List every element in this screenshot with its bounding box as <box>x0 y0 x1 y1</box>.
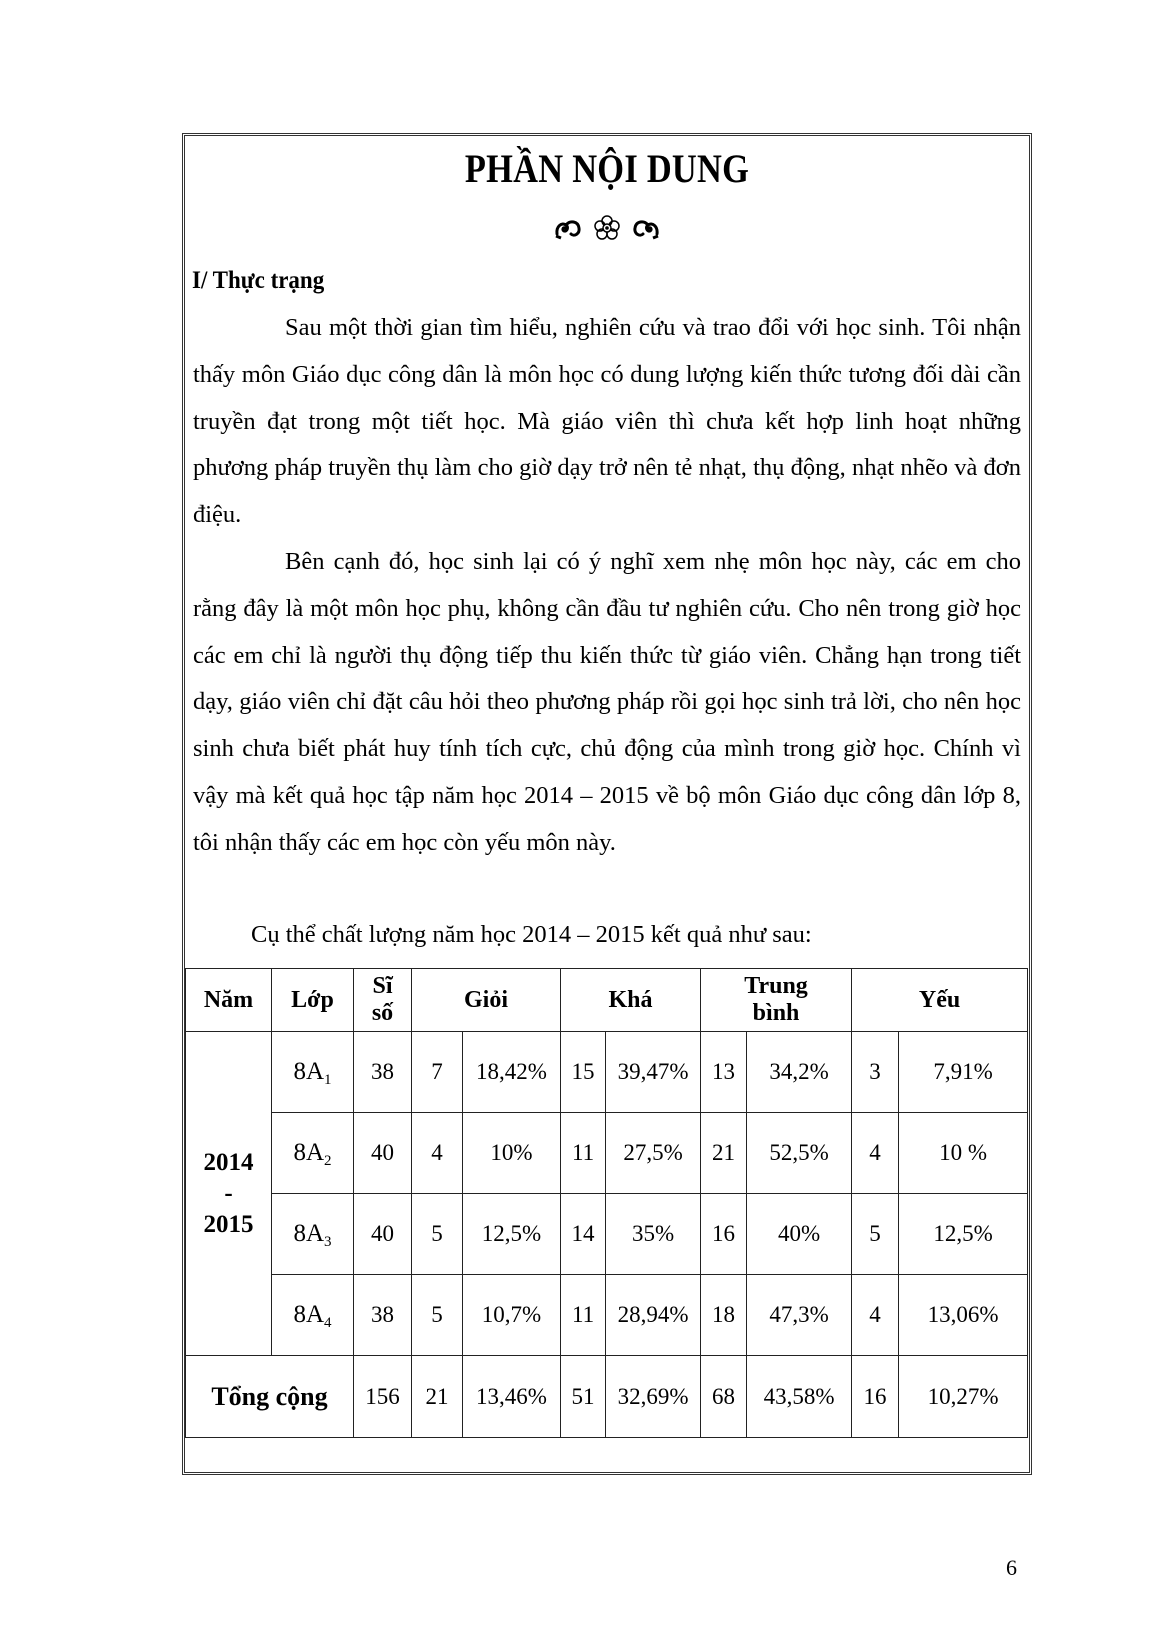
results-table <box>185 968 1028 1438</box>
class-name: 8A <box>293 1301 325 1328</box>
scroll-right-icon <box>632 216 660 247</box>
kha-count: 15 <box>561 1032 606 1113</box>
header-class: Lớp <box>272 969 354 1032</box>
yeu-percent: 12,5% <box>899 1194 1028 1275</box>
tb-count: 21 <box>701 1113 747 1194</box>
total-tb-percent: 43,58% <box>747 1356 852 1438</box>
kha-percent: 28,94% <box>606 1275 701 1356</box>
kha-percent: 39,47% <box>606 1032 701 1113</box>
total-size: 156 <box>354 1356 412 1438</box>
total-gioi-percent: 13,46% <box>463 1356 561 1438</box>
gioi-percent: 18,42% <box>463 1032 561 1113</box>
table-row <box>186 1275 1028 1356</box>
header-yeu: Yếu <box>852 969 1028 1032</box>
yeu-count: 4 <box>852 1275 899 1356</box>
page-number: 6 <box>1006 1555 1017 1580</box>
header-size-label: Sĩ số <box>371 973 394 1026</box>
yeu-count: 5 <box>852 1194 899 1275</box>
gioi-percent: 10,7% <box>463 1275 561 1356</box>
year-start: 2014 <box>203 1149 254 1176</box>
gioi-count: 5 <box>412 1194 463 1275</box>
tb-count: 18 <box>701 1275 747 1356</box>
gioi-percent: 12,5% <box>463 1194 561 1275</box>
year-dash: - <box>224 1180 233 1207</box>
header-tb-label: Trung bình <box>744 973 808 1026</box>
tb-count: 13 <box>701 1032 747 1113</box>
total-gioi-count: 21 <box>412 1356 463 1438</box>
tb-count: 16 <box>701 1194 747 1275</box>
section-heading: I/ Thực trạng <box>192 267 325 294</box>
size-cell: 40 <box>354 1113 412 1194</box>
table-row <box>186 1113 1028 1194</box>
size-cell: 38 <box>354 1275 412 1356</box>
class-subscript: 2 <box>324 1153 332 1169</box>
total-kha-percent: 32,69% <box>606 1356 701 1438</box>
gioi-count: 7 <box>412 1032 463 1113</box>
flower-icon <box>594 214 620 249</box>
scroll-left-icon <box>554 216 582 247</box>
ornament-divider <box>182 212 1032 250</box>
header-size <box>354 969 412 1032</box>
header-gioi: Giỏi <box>412 969 561 1032</box>
kha-percent: 35% <box>606 1194 701 1275</box>
header-tb <box>701 969 852 1032</box>
page-title: PHẦN NỘI DUNG <box>464 146 750 191</box>
total-tb-count: 68 <box>701 1356 747 1438</box>
gioi-count: 4 <box>412 1113 463 1194</box>
year-end: 2015 <box>203 1211 254 1238</box>
yeu-count: 3 <box>852 1032 899 1113</box>
header-kha: Khá <box>561 969 701 1032</box>
total-yeu-percent: 10,27% <box>899 1356 1028 1438</box>
gioi-count: 5 <box>412 1275 463 1356</box>
table-header-row <box>186 969 1028 1032</box>
table-row <box>186 1194 1028 1275</box>
yeu-percent: 10 % <box>899 1113 1028 1194</box>
kha-percent: 27,5% <box>606 1113 701 1194</box>
total-row <box>186 1356 1028 1438</box>
gioi-percent: 10% <box>463 1113 561 1194</box>
yeu-percent: 13,06% <box>899 1275 1028 1356</box>
paragraph-3: Cụ thể chất lượng năm học 2014 – 2015 kết quả như sau: <box>251 921 812 948</box>
size-cell: 38 <box>354 1032 412 1113</box>
tb-percent: 52,5% <box>747 1113 852 1194</box>
tb-percent: 40% <box>747 1194 852 1275</box>
paragraph-2: Bên cạnh đó, học sinh lại có ý nghĩ xem nhẹ môn học này, các em cho rằng đây là một môn học phụ, không cần đầu tư nghiên cứu. Cho nên trong giờ học các em chỉ là người thụ động tiếp thu kiến thức từ giáo viên. Chẳng hạn trong tiết dạy, giáo viên chỉ đặt câu hỏi theo phương pháp rồi gọi học sinh trả lời, cho nên học sinh chưa biết phát huy tính tích cực, chủ động của mình trong giờ học. Chính vì vậy mà kết quả học tập năm học 2014 – 2015 về bộ môn Giáo dục công dân lớp 8, tôi nhận thấy các em học còn yếu môn này. <box>193 548 1021 856</box>
class-cell <box>272 1194 354 1275</box>
tb-percent: 47,3% <box>747 1275 852 1356</box>
tb-percent: 34,2% <box>747 1032 852 1113</box>
yeu-count: 4 <box>852 1113 899 1194</box>
yeu-percent: 7,91% <box>899 1032 1028 1113</box>
kha-count: 14 <box>561 1194 606 1275</box>
total-label: Tổng cộng <box>186 1356 354 1438</box>
total-kha-count: 51 <box>561 1356 606 1438</box>
year-cell <box>186 1032 272 1356</box>
class-subscript: 1 <box>324 1072 332 1088</box>
class-name: 8A <box>293 1220 325 1247</box>
kha-count: 11 <box>561 1113 606 1194</box>
class-subscript: 3 <box>324 1234 332 1250</box>
size-cell: 40 <box>354 1194 412 1275</box>
header-year: Năm <box>186 969 272 1032</box>
table-row <box>186 1032 1028 1113</box>
class-cell <box>272 1275 354 1356</box>
class-subscript: 4 <box>324 1315 332 1331</box>
class-name: 8A <box>293 1058 325 1085</box>
kha-count: 11 <box>561 1275 606 1356</box>
class-cell <box>272 1113 354 1194</box>
paragraph-1: Sau một thời gian tìm hiểu, nghiên cứu và trao đổi với học sinh. Tôi nhận thấy môn Giáo dục công dân là môn học có dung lượng kiến thức tương đối dài cần truyền đạt trong một tiết học. Mà giáo viên thì chưa kết hợp linh hoạt những phương pháp truyền thụ làm cho giờ dạy trở nên tẻ nhạt, thụ động, nhạt nhẽo và đơn điệu. <box>193 314 1021 529</box>
total-yeu-count: 16 <box>852 1356 899 1438</box>
class-cell <box>272 1032 354 1113</box>
class-name: 8A <box>293 1139 325 1166</box>
